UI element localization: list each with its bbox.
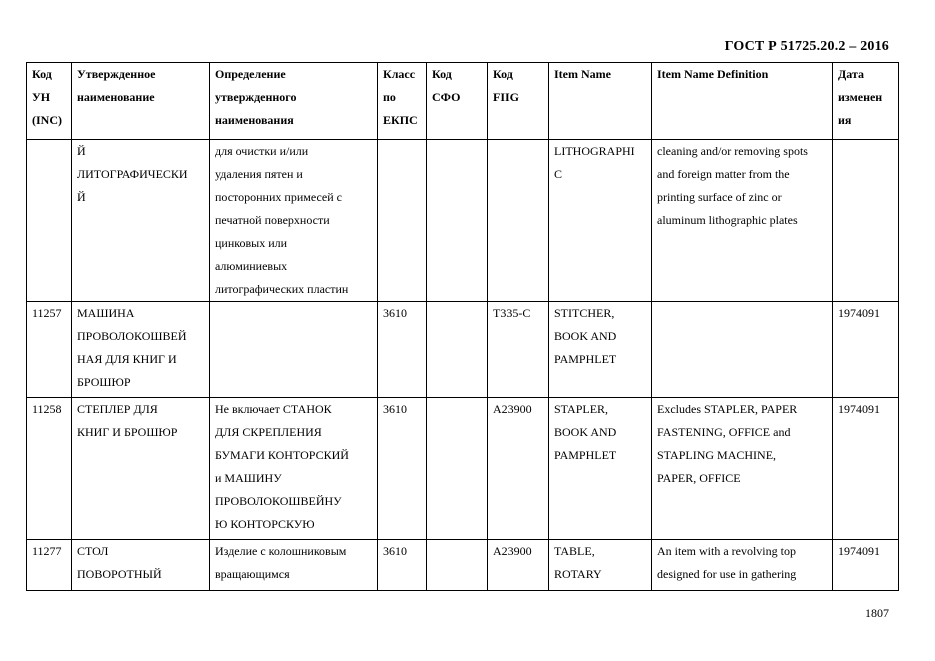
header-definition-label: Определение утвержденного наименования — [215, 67, 297, 127]
header-item-name — [549, 63, 652, 140]
header-ekps-class-label: Класс по ЕКПС — [383, 67, 418, 127]
header-item-name-definition-label: Item Name Definition — [657, 67, 769, 81]
cell-fiig — [488, 140, 549, 302]
cell-ekps-text: 3610 — [383, 544, 407, 558]
table-header-row — [27, 63, 899, 140]
cell-date-text: 1974091 — [838, 402, 880, 416]
cell-def-ru — [210, 398, 378, 540]
cell-item-def-text: cleaning and/or removing spots and foreign matter from the printing surface of zinc or aluminum lithographic plates — [657, 144, 808, 227]
cell-inc — [27, 140, 72, 302]
cell-def-ru — [210, 540, 378, 591]
cell-inc — [27, 302, 72, 398]
page-number: 1807 — [865, 606, 889, 620]
cell-item-name — [549, 398, 652, 540]
classification-table — [26, 62, 899, 591]
header-definition — [210, 63, 378, 140]
header-change-date-label: Дата изменен ия — [838, 67, 883, 127]
cell-item-def — [652, 398, 833, 540]
header-ekps-class — [378, 63, 427, 140]
cell-inc-text: 11258 — [32, 402, 62, 416]
header-fiig-code — [488, 63, 549, 140]
cell-ekps — [378, 540, 427, 591]
header-sfo-code-label: Код СФО — [432, 67, 461, 104]
table-row — [27, 398, 899, 540]
cell-date — [833, 540, 899, 591]
cell-date-text: 1974091 — [838, 544, 880, 558]
cell-item-name — [549, 302, 652, 398]
cell-name-ru — [72, 140, 210, 302]
cell-item-name — [549, 140, 652, 302]
cell-def-ru — [210, 140, 378, 302]
cell-item-def — [652, 540, 833, 591]
cell-date — [833, 302, 899, 398]
cell-item-def — [652, 302, 833, 398]
cell-name-ru-text: Й ЛИТОГРАФИЧЕСКИ Й — [77, 144, 188, 204]
cell-fiig — [488, 540, 549, 591]
cell-inc-text: 11277 — [32, 544, 62, 558]
cell-inc — [27, 540, 72, 591]
header-sfo-code — [427, 63, 488, 140]
cell-date — [833, 140, 899, 302]
cell-ekps-text: 3610 — [383, 306, 407, 320]
cell-fiig-text: A23900 — [493, 402, 532, 416]
cell-def-ru-text: Изделие с колошниковым вращающимся — [215, 544, 347, 581]
cell-fiig-text: A23900 — [493, 544, 532, 558]
cell-inc-text: 11257 — [32, 306, 62, 320]
cell-name-ru — [72, 540, 210, 591]
cell-item-def-text: An item with a revolving top designed for use in gathering — [657, 544, 797, 581]
cell-item-name-text: TABLE, ROTARY — [554, 544, 602, 581]
document-standard-title: ГОСТ Р 51725.20.2 – 2016 — [724, 39, 889, 54]
cell-name-ru — [72, 302, 210, 398]
cell-item-name — [549, 540, 652, 591]
cell-item-name-text: STAPLER, BOOK AND PAMPHLET — [554, 402, 617, 462]
cell-def-ru-text: для очистки и/или удаления пятен и посторонних примесей с печатной поверхности цинковых или алюминиевых литографических пластин — [215, 144, 349, 296]
cell-name-ru-text: МАШИНА ПРОВОЛОКОШВЕЙ НАЯ ДЛЯ КНИГ И БРОШЮР — [77, 306, 187, 389]
header-approved-name — [72, 63, 210, 140]
header-inc-code — [27, 63, 72, 140]
table-row — [27, 540, 899, 591]
cell-name-ru-text: СТОЛ ПОВОРОТНЫЙ — [77, 544, 162, 581]
header-item-name-definition — [652, 63, 833, 140]
cell-item-name-text: LITHOGRAPHI C — [554, 144, 635, 181]
header-approved-name-label: Утвержденное наименование — [77, 67, 156, 104]
table-row — [27, 140, 899, 302]
cell-ekps-text: 3610 — [383, 402, 407, 416]
cell-fiig — [488, 398, 549, 540]
cell-name-ru-text: СТЕПЛЕР ДЛЯ КНИГ И БРОШЮР — [77, 402, 178, 439]
cell-ekps — [378, 140, 427, 302]
cell-fiig-text: T335-C — [493, 306, 531, 320]
cell-name-ru — [72, 398, 210, 540]
cell-item-name-text: STITCHER, BOOK AND PAMPHLET — [554, 306, 617, 366]
cell-date — [833, 398, 899, 540]
header-fiig-code-label: Код FIIG — [493, 67, 520, 104]
cell-sfo — [427, 140, 488, 302]
header-item-name-label: Item Name — [554, 67, 611, 81]
table-row — [27, 302, 899, 398]
cell-sfo — [427, 302, 488, 398]
cell-ekps — [378, 302, 427, 398]
cell-def-ru-text: Не включает СТАНОК ДЛЯ СКРЕПЛЕНИЯ БУМАГИ КОНТОРСКИЙ и МАШИНУ ПРОВОЛОКОШВЕЙНУ Ю КОНТОРСКУЮ — [215, 402, 349, 531]
cell-item-def-text: Excludes STAPLER, PAPER FASTENING, OFFICE and STAPLING MACHINE, PAPER, OFFICE — [657, 402, 798, 485]
header-change-date — [833, 63, 899, 140]
cell-ekps — [378, 398, 427, 540]
cell-sfo — [427, 398, 488, 540]
cell-fiig — [488, 302, 549, 398]
cell-item-def — [652, 140, 833, 302]
cell-sfo — [427, 540, 488, 591]
cell-def-ru — [210, 302, 378, 398]
cell-inc — [27, 398, 72, 540]
cell-date-text: 1974091 — [838, 306, 880, 320]
header-inc-code-label: Код УН (INC) — [32, 67, 62, 127]
